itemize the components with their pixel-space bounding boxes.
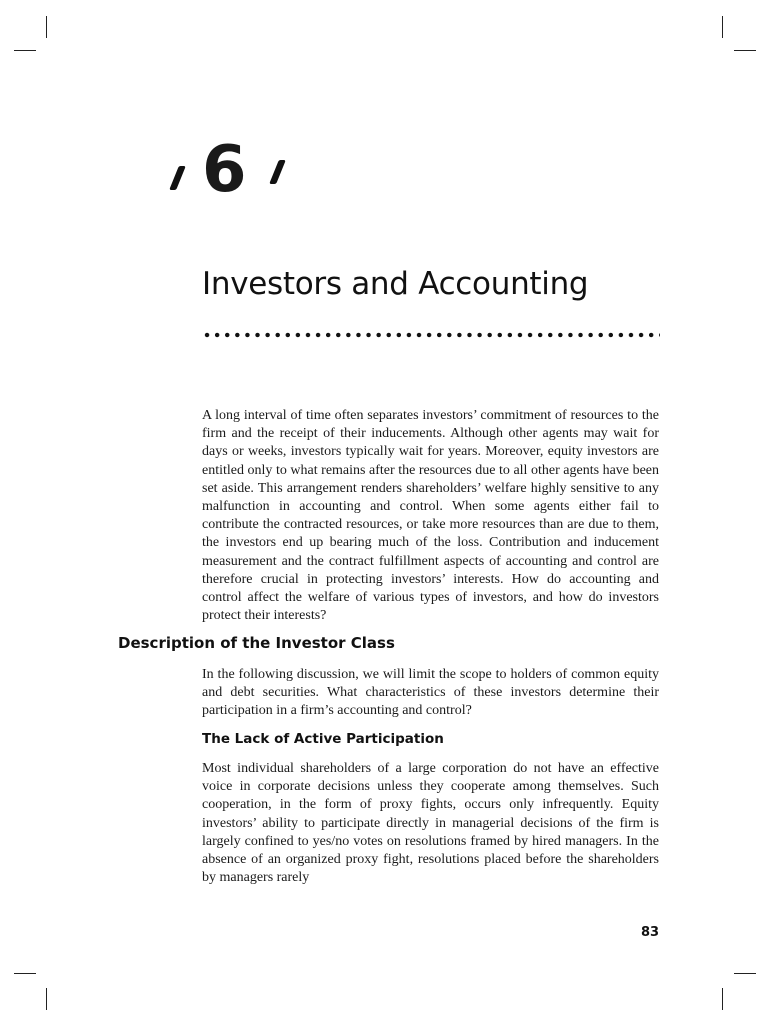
chapter-number-text: 6 — [202, 133, 246, 207]
crop-mark-top-left-horizontal — [14, 50, 36, 51]
crop-mark-top-left-vertical — [46, 16, 47, 38]
subsection-paragraph: Most individual shareholders of a large corporation do not have an effective voice in corporate decisions unless they cooperate among themselves. Such cooperation, in the form of proxy fights, occurs only infrequently. Equity investors’ ability to participate directly in managerial decisions of the firm is largely confined to yes/no votes on resolutions framed by hired managers. In the absence of an organized proxy fight, resolutions placed before the shareholders by managers rarely — [202, 761, 659, 886]
right-tick-ornament — [269, 160, 286, 184]
intro-paragraph: A long interval of time often separates investors’ commitment of resources to the firm and the receipt of their inducements. Although other agents may wait for days or weeks, investors typically wait for years. Moreover, equity investors are entitled only to what remains after the resources due to all other agents have been set aside. This arrangement renders shareholders’ welfare highly sensitive to any malfunction in accounting and control. When some agents either fail to contribute the contracted resources, or take more resources than are due to them, the investors end up bearing much of the loss. Contribution and inducement measurement and the contract fulfillment aspects of accounting and control are therefore crucial in protecting investors’ interests. How do accounting and control affect the welfare of various types of investors, and how do investors protect their interests? — [202, 408, 659, 624]
crop-mark-bottom-left-horizontal — [14, 973, 36, 974]
section-heading: Description of the Investor Class — [118, 634, 395, 652]
crop-mark-top-right-horizontal — [734, 50, 756, 51]
page-number: 83 — [641, 925, 660, 940]
chapter-number — [168, 133, 298, 207]
section-paragraph: In the following discussion, we will limit the scope to holders of common equity and debt securities. What characteristics of these investors determine their participation in a firm’s accounting and control? — [202, 667, 659, 719]
dotted-rule — [202, 332, 660, 338]
crop-mark-bottom-right-vertical — [722, 988, 723, 1010]
crop-mark-bottom-left-vertical — [46, 988, 47, 1010]
crop-mark-top-right-vertical — [722, 16, 723, 38]
crop-mark-bottom-right-horizontal — [734, 973, 756, 974]
left-tick-ornament — [169, 166, 186, 190]
chapter-title: Investors and Accounting — [202, 266, 589, 302]
subsection-heading: The Lack of Active Participation — [202, 731, 444, 747]
